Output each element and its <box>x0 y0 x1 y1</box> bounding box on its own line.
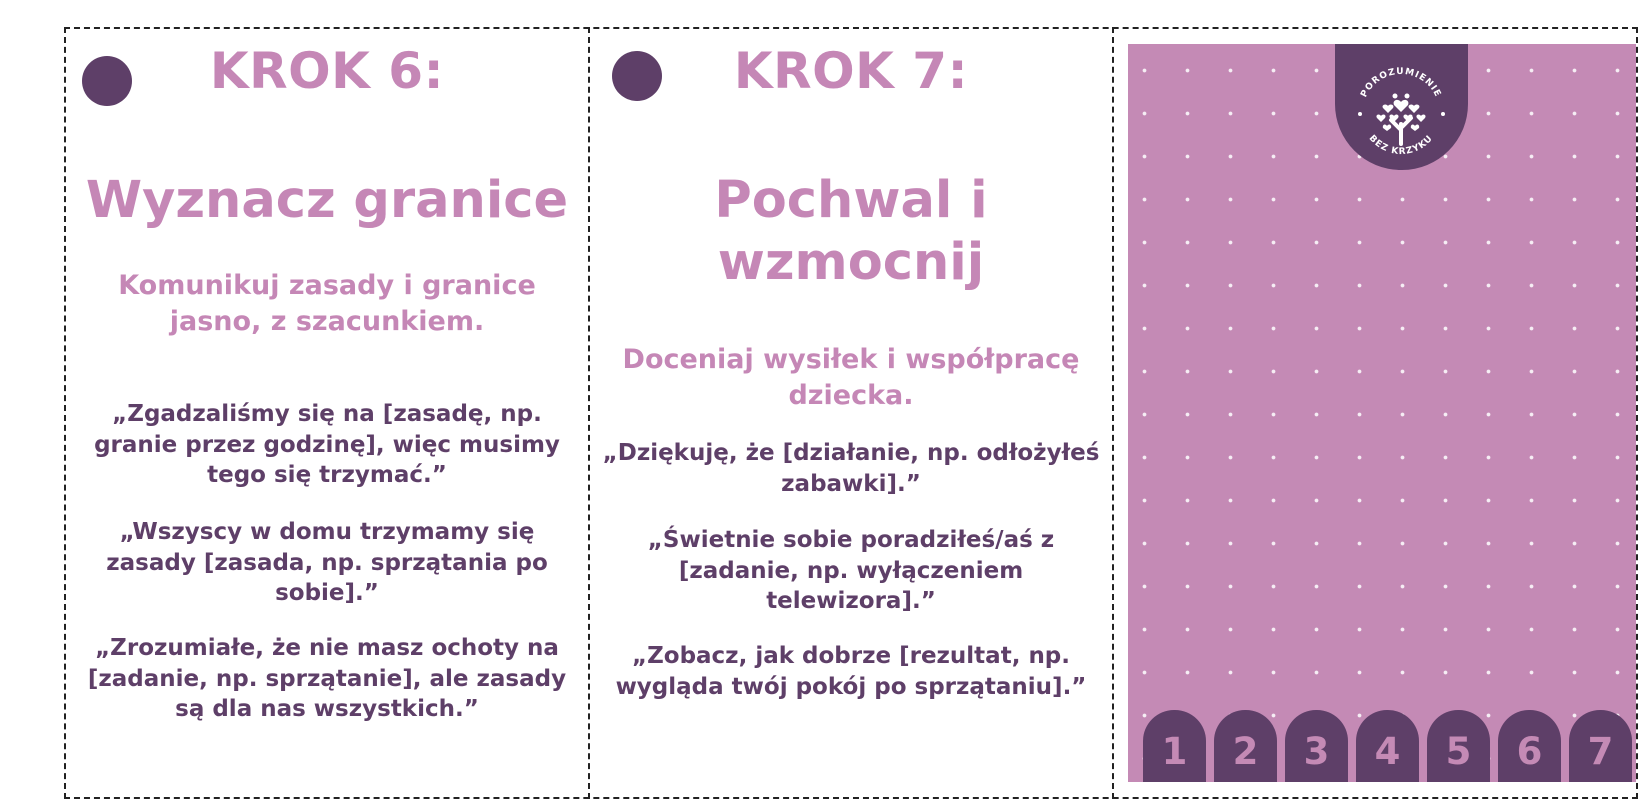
step-title: Pochwal i wzmocnij <box>714 171 988 292</box>
example-phrase: „Świetnie sobie poradziłeś/aś z [zadanie, np. wyłączeniem telewizora].” <box>647 527 1055 614</box>
step-card-6 <box>66 29 588 797</box>
example-phrase: „Wszyscy w domu trzymamy się zasady [zasada, np. sprzątania po sobie].” <box>106 519 548 606</box>
logo-badge <box>1335 44 1468 170</box>
example-phrase: „Zrozumiałe, że nie masz ochoty na [zadanie, np. sprzątanie], ale zasady są dla nas wszystkich.” <box>87 635 567 722</box>
example-phrase: „Dziękuję, że [działanie, np. odłożyłeś zabawki].” <box>602 440 1100 497</box>
step-card-7 <box>590 29 1112 797</box>
step-subtitle: Komunikuj zasady i granice jasno, z szacunkiem. <box>118 270 536 337</box>
step-tab-1: 1 <box>1143 710 1206 782</box>
step-tab-3: 3 <box>1285 710 1348 782</box>
step-heading: KROK 7: <box>733 42 969 100</box>
step-title: Wyznacz granice <box>85 171 569 230</box>
step-tab-5: 5 <box>1427 710 1490 782</box>
cut-line <box>1112 27 1114 799</box>
logo-bottom-text: BEZ KRZYKU <box>1366 133 1436 158</box>
step-tab-4: 4 <box>1356 710 1419 782</box>
step-tab-7: 7 <box>1569 710 1632 782</box>
step-tab-2: 2 <box>1214 710 1277 782</box>
example-phrase: „Zobacz, jak dobrze [rezultat, np. wygląda twój pokój po sprzątaniu].” <box>615 643 1087 700</box>
svg-text:POROZUMIENIE <box>1359 67 1442 99</box>
example-phrase: „Zgadzaliśmy się na [zasadę, np. granie przez godzinę], więc musimy tego się trzymać.” <box>94 401 560 488</box>
heart-tree-icon <box>1335 44 1468 170</box>
step-subtitle: Doceniaj wysiłek i współpracę dziecka. <box>622 344 1080 411</box>
logo-top-text: POROZUMIENIE <box>1359 66 1443 100</box>
step-tab-6: 6 <box>1498 710 1561 782</box>
step-heading: KROK 6: <box>209 42 445 100</box>
card-back-panel <box>1128 44 1636 782</box>
step-tabs <box>1143 710 1636 782</box>
